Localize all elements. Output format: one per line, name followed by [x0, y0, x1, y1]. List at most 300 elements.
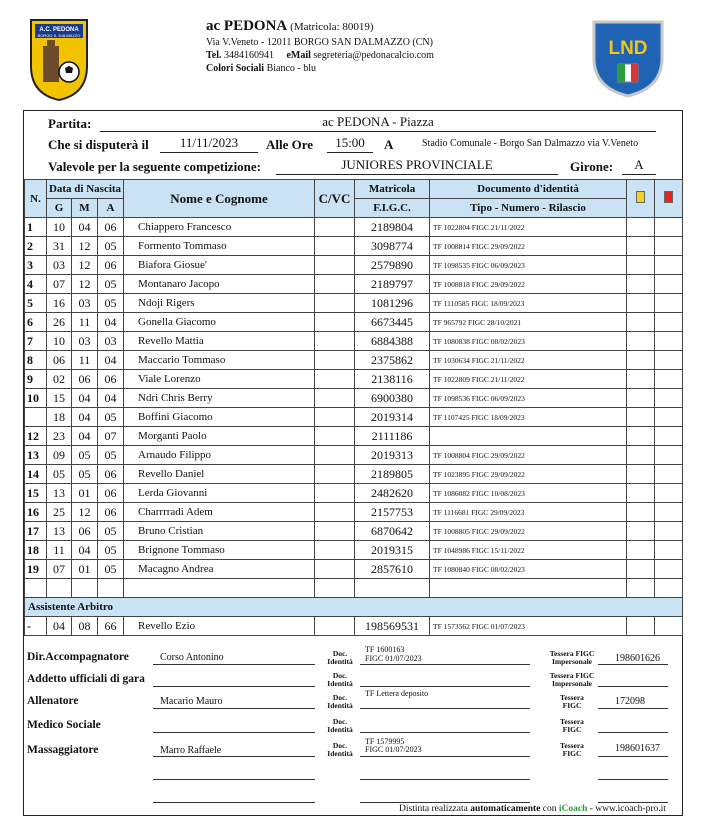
cell-n: 8 [25, 351, 47, 370]
cell-doc: TF 1022804 FIGC 21/11/2022 [430, 218, 627, 237]
player-row [25, 503, 683, 522]
cell-name: Viale Lorenzo [124, 370, 315, 389]
cell-m: 11 [72, 351, 98, 370]
cell-red [655, 313, 683, 332]
ore-label: Alle Ore [266, 137, 314, 152]
cell-name: Maccario Tommaso [124, 351, 315, 370]
player-row [25, 351, 683, 370]
cell-doc: TF 1008814 FIGC 29/09/2022 [430, 237, 627, 256]
empty-row [25, 579, 683, 598]
allenatore-tess: 172098 [615, 696, 645, 707]
cell-doc: TF 1086082 FIGC 10/08/2023 [430, 484, 627, 503]
club-address: Via V.Veneto - 12011 BORGO SAN DALMAZZO (CN) [206, 37, 433, 48]
cell-yellow [627, 332, 655, 351]
cell-yellow [627, 484, 655, 503]
players-table [24, 179, 683, 636]
cell-yellow [627, 560, 655, 579]
cell-n: 7 [25, 332, 47, 351]
player-row [25, 370, 683, 389]
massaggiatore-doc-line [360, 756, 530, 757]
player-row [25, 465, 683, 484]
footer: Distinta realizzata automaticamente con iCoach - www.icoach-pro.it [399, 804, 666, 814]
cell-g: 25 [47, 503, 72, 522]
col-doc2: Tipo - Numero - Rilascio [430, 199, 627, 218]
cell-yellow [627, 617, 655, 636]
cell-m: 12 [72, 237, 98, 256]
cell-m: 11 [72, 313, 98, 332]
cell-mat: 2138116 [355, 370, 430, 389]
cell-a: 06 [98, 465, 124, 484]
cell-yellow [627, 256, 655, 275]
cell-n: 18 [25, 541, 47, 560]
player-row [25, 389, 683, 408]
partita-value: ac PEDONA - Piazza [100, 114, 656, 132]
cell-yellow [627, 313, 655, 332]
cell-g: 13 [47, 522, 72, 541]
cell-yellow [627, 522, 655, 541]
cell-a: 04 [98, 351, 124, 370]
cell-doc: TF 1023895 FIGC 29/09/2022 [430, 465, 627, 484]
addetto-tess-label: Tessera FIGC Impersonale [549, 671, 595, 688]
cell-cvc [315, 218, 355, 237]
cell-g: 13 [47, 484, 72, 503]
cell-mat: 1081296 [355, 294, 430, 313]
mass-tess: 198601637 [615, 743, 660, 754]
addetto-name-line [153, 686, 315, 687]
cell-red [655, 522, 683, 541]
cell-red [655, 218, 683, 237]
cell-n: 16 [25, 503, 47, 522]
cell-m: 04 [72, 541, 98, 560]
col-mat2: F.I.G.C. [355, 199, 430, 218]
cell-mat: 6673445 [355, 313, 430, 332]
player-row [25, 408, 683, 427]
cell-a: 06 [98, 370, 124, 389]
cell-yellow [627, 427, 655, 446]
player-row [25, 332, 683, 351]
cell-g: 11 [47, 541, 72, 560]
cell-cvc [315, 351, 355, 370]
cell-name: Biafora Giosue' [124, 256, 315, 275]
cell-yellow [627, 370, 655, 389]
cell-name: Brignone Tommaso [124, 541, 315, 560]
assistant-row [25, 617, 683, 636]
cell-cvc [315, 313, 355, 332]
club-logo [27, 16, 91, 102]
col-g: G [47, 199, 72, 218]
cell-doc: TF 1098535 FIGC 06/09/2023 [430, 256, 627, 275]
cell-mat: 6884388 [355, 332, 430, 351]
cell-cvc [315, 484, 355, 503]
cell-cvc [315, 389, 355, 408]
cell-n: 4 [25, 275, 47, 294]
cell-g: 18 [47, 408, 72, 427]
date-label: Che si disputerà il [48, 137, 149, 152]
cell-a: 06 [98, 503, 124, 522]
extra-line-2b [360, 802, 530, 803]
girone-label: Girone: [570, 159, 614, 174]
dir-label: Dir.Accompagnatore [27, 651, 129, 663]
cell-name: Revello Mattia [124, 332, 315, 351]
cell-name: Charrrradi Adem [124, 503, 315, 522]
assistant-section [25, 598, 683, 617]
cell-cvc [315, 560, 355, 579]
extra-line-1a [153, 779, 315, 780]
cell-cvc [315, 256, 355, 275]
cell-n: 12 [25, 427, 47, 446]
cell-doc [430, 427, 627, 446]
cell-cvc [315, 408, 355, 427]
girone-value: A [622, 157, 656, 175]
player-row [25, 541, 683, 560]
date-value: 11/11/2023 [160, 135, 258, 153]
cell-mat: 198569531 [355, 617, 430, 636]
red-card-icon [664, 191, 673, 203]
cell-name: Bruno Cristian [124, 522, 315, 541]
cell-a: 05 [98, 560, 124, 579]
cell-name: Chiappero Francesco [124, 218, 315, 237]
mass-doc2: FIGC 01/07/2023 [365, 745, 422, 754]
mass-doc1: TF 1579995 [365, 737, 405, 746]
allenatore-doc-label: Doc. Identità [327, 693, 353, 710]
svg-text:LND: LND [608, 38, 648, 59]
cell-red [655, 332, 683, 351]
col-doc: Documento d'identità [430, 180, 627, 199]
allenatore-label: Allenatore [27, 695, 79, 707]
cell-g: 15 [47, 389, 72, 408]
cell-g: 09 [47, 446, 72, 465]
allenatore-tess-line [598, 708, 668, 709]
cell-doc: TF 1008805 FIGC 29/09/2022 [430, 522, 627, 541]
dir-doc-line [360, 664, 530, 665]
cell-yellow [627, 503, 655, 522]
svg-text:A.C. PEDONA: A.C. PEDONA [39, 27, 79, 33]
player-row [25, 313, 683, 332]
cell-mat: 2189797 [355, 275, 430, 294]
cell-doc: TF 1110585 FIGC 18/09/2023 [430, 294, 627, 313]
cell-a: 04 [98, 313, 124, 332]
allenatore-name: Macario Mauro [160, 696, 223, 707]
addetto-doc-line [360, 686, 530, 687]
cell-cvc [315, 617, 355, 636]
cell-a: 05 [98, 294, 124, 313]
cell-name: Revello Ezio [124, 617, 315, 636]
medico-doc-line [360, 732, 530, 733]
addetto-tess-line [598, 686, 668, 687]
medico-doc-label: Doc. Identità [327, 717, 353, 734]
cell-m: 03 [72, 294, 98, 313]
dir-tess: 198601626 [615, 653, 660, 664]
cell-doc: TF 965792 FIGC 28/10/2021 [430, 313, 627, 332]
player-row [25, 294, 683, 313]
competition-value: JUNIORES PROVINCIALE [276, 157, 558, 175]
addetto-doc-label: Doc. Identità [327, 671, 353, 688]
cell-cvc [315, 370, 355, 389]
cell-n: 2 [25, 237, 47, 256]
cell-g: 02 [47, 370, 72, 389]
cell-name: Boffini Giacomo [124, 408, 315, 427]
player-row [25, 218, 683, 237]
cell-yellow [627, 237, 655, 256]
cell-m: 03 [72, 332, 98, 351]
cell-yellow [627, 218, 655, 237]
cell-a: 06 [98, 484, 124, 503]
cell-a: 05 [98, 275, 124, 294]
extra-line-1c [598, 779, 668, 780]
player-row [25, 446, 683, 465]
cell-g: 16 [47, 294, 72, 313]
cell-red [655, 427, 683, 446]
player-row [25, 275, 683, 294]
dir-tess-line [598, 664, 668, 665]
cell-n: 19 [25, 560, 47, 579]
allenatore-doc-line [360, 708, 530, 709]
cell-red [655, 503, 683, 522]
cell-n: 14 [25, 465, 47, 484]
cell-yellow [627, 465, 655, 484]
cell-m: 05 [72, 446, 98, 465]
cell-name: Gonella Giacomo [124, 313, 315, 332]
cell-a: 05 [98, 522, 124, 541]
player-row [25, 522, 683, 541]
cell-doc: TF 1008818 FIGC 29/09/2022 [430, 275, 627, 294]
cell-name: Morganti Paolo [124, 427, 315, 446]
competition-label: Valevole per la seguente competizione: [48, 159, 262, 174]
medico-tess-line [598, 732, 668, 733]
massaggiatore-tess-label: Tessera FIGC [560, 741, 584, 758]
cell-doc: TF 1008804 FIGC 29/09/2022 [430, 446, 627, 465]
cell-a: 06 [98, 256, 124, 275]
cell-yellow [627, 294, 655, 313]
cell-doc: TF 1022809 FIGC 21/11/2022 [430, 370, 627, 389]
cell-yellow [627, 541, 655, 560]
cell-m: 04 [72, 408, 98, 427]
ore-value: 15:00 [327, 135, 373, 153]
cell-g: 06 [47, 351, 72, 370]
massaggiatore-label: Massaggiatore [27, 744, 99, 756]
cell-m: 08 [72, 617, 98, 636]
allenatore-doc: TF Lettera deposito [365, 689, 429, 698]
cell-cvc [315, 294, 355, 313]
cell-red [655, 370, 683, 389]
lnd-logo [590, 18, 666, 98]
cell-name: Revello Daniel [124, 465, 315, 484]
cell-red [655, 389, 683, 408]
cell-m: 06 [72, 370, 98, 389]
cell-m: 12 [72, 275, 98, 294]
col-birth: Data di Nascita [47, 180, 124, 199]
cell-name: Lerda Giovanni [124, 484, 315, 503]
dir-name-line [153, 664, 315, 665]
cell-doc: TF 1107425 FIGC 18/09/2023 [430, 408, 627, 427]
cell-a: 03 [98, 332, 124, 351]
cell-cvc [315, 541, 355, 560]
cell-a: 05 [98, 446, 124, 465]
cell-yellow [627, 351, 655, 370]
cell-m: 04 [72, 218, 98, 237]
cell-yellow [627, 389, 655, 408]
cell-cvc [315, 522, 355, 541]
cell-name: Ndri Chris Berry [124, 389, 315, 408]
cell-n [25, 408, 47, 427]
cell-mat: 2189804 [355, 218, 430, 237]
club-colors: Colori Sociali Bianco - blu [206, 63, 316, 74]
cell-m: 04 [72, 427, 98, 446]
cell-doc: TF 1080840 FIGC 08/02/2023 [430, 560, 627, 579]
massaggiatore-name-line [153, 756, 315, 757]
player-row [25, 560, 683, 579]
cell-n: - [25, 617, 47, 636]
medico-name-line [153, 732, 315, 733]
dir-doc-label: Doc. Identità [327, 649, 353, 666]
col-n: N. [25, 180, 47, 218]
cell-name: Arnaudo Filippo [124, 446, 315, 465]
venue-code: A [384, 137, 394, 152]
cell-mat: 2019313 [355, 446, 430, 465]
cell-a: 05 [98, 541, 124, 560]
cell-mat: 2111186 [355, 427, 430, 446]
cell-mat: 3098774 [355, 237, 430, 256]
cell-yellow [627, 275, 655, 294]
assistant-section-title: Assistente Arbitro [25, 598, 683, 617]
cell-a: 05 [98, 408, 124, 427]
cell-g: 03 [47, 256, 72, 275]
cell-m: 01 [72, 484, 98, 503]
cell-cvc [315, 427, 355, 446]
club-contacts: Tel. 3484160941 eMail segreteria@pedonacalcio.com [206, 50, 434, 61]
cell-red [655, 465, 683, 484]
medico-label: Medico Sociale [27, 719, 101, 731]
cell-a: 07 [98, 427, 124, 446]
cell-doc: TF 1030634 FIGC 21/11/2022 [430, 351, 627, 370]
cell-m: 12 [72, 256, 98, 275]
extra-line-2a [153, 802, 315, 803]
svg-text:BORGO S. DALMAZZO: BORGO S. DALMAZZO [37, 33, 81, 38]
club-name: ac PEDONA (Matricola: 80019) [206, 18, 374, 34]
cell-g: 07 [47, 560, 72, 579]
col-cvc: C/VC [315, 180, 355, 218]
cell-a: 05 [98, 237, 124, 256]
cell-mat: 2157753 [355, 503, 430, 522]
cell-red [655, 294, 683, 313]
cell-n: 1 [25, 218, 47, 237]
cell-doc: TF 1098536 FIGC 06/09/2023 [430, 389, 627, 408]
cell-name: Montanaro Jacopo [124, 275, 315, 294]
cell-red [655, 541, 683, 560]
cell-red [655, 237, 683, 256]
cell-mat: 6900380 [355, 389, 430, 408]
cell-n: 6 [25, 313, 47, 332]
cell-cvc [315, 446, 355, 465]
massaggiatore-name: Marro Raffaele [160, 745, 222, 756]
cell-red [655, 408, 683, 427]
cell-mat: 2189805 [355, 465, 430, 484]
cell-red [655, 484, 683, 503]
cell-g: 07 [47, 275, 72, 294]
cell-cvc [315, 237, 355, 256]
cell-a: 66 [98, 617, 124, 636]
cell-m: 06 [72, 522, 98, 541]
cell-mat: 2857610 [355, 560, 430, 579]
cell-red [655, 617, 683, 636]
cell-doc: TF 1080838 FIGC 08/02/2023 [430, 332, 627, 351]
cell-doc: TF 1048986 FIGC 15/11/2022 [430, 541, 627, 560]
cell-m: 05 [72, 465, 98, 484]
cell-cvc [315, 465, 355, 484]
cell-g: 10 [47, 218, 72, 237]
cell-n: 13 [25, 446, 47, 465]
massaggiatore-doc-label: Doc. Identità [327, 741, 353, 758]
cell-a: 06 [98, 218, 124, 237]
cell-yellow [627, 446, 655, 465]
cell-n: 9 [25, 370, 47, 389]
cell-doc: TF 1573562 FIGC 01/07/2023 [430, 617, 627, 636]
allenatore-tess-label: Tessera FIGC [560, 693, 584, 710]
cell-cvc [315, 332, 355, 351]
cell-m: 12 [72, 503, 98, 522]
cell-g: 10 [47, 332, 72, 351]
extra-line-1b [360, 779, 530, 780]
partita-label: Partita: [48, 116, 92, 131]
cell-n: 3 [25, 256, 47, 275]
cell-red [655, 560, 683, 579]
col-mat: Matricola [355, 180, 430, 199]
allenatore-name-line [153, 708, 315, 709]
dir-tess-label: Tessera FIGC Impersonale [549, 649, 595, 666]
col-name: Nome e Cognome [124, 180, 315, 218]
cell-g: 26 [47, 313, 72, 332]
cell-name: Macagno Andrea [124, 560, 315, 579]
cell-mat: 2482620 [355, 484, 430, 503]
cell-name: Ndoji Rigers [124, 294, 315, 313]
cell-red [655, 275, 683, 294]
cell-mat: 2019314 [355, 408, 430, 427]
medico-tess-label: Tessera FIGC [560, 717, 584, 734]
cell-g: 04 [47, 617, 72, 636]
cell-g: 23 [47, 427, 72, 446]
venue: Stadio Comunale - Borgo San Dalmazzo via V.Veneto [422, 138, 639, 149]
player-row [25, 237, 683, 256]
cell-doc: TF 1116681 FIGC 29/09/2023 [430, 503, 627, 522]
cell-mat: 2019315 [355, 541, 430, 560]
cell-m: 01 [72, 560, 98, 579]
col-yellow [627, 180, 655, 218]
cell-g: 05 [47, 465, 72, 484]
player-row [25, 427, 683, 446]
cell-n: 15 [25, 484, 47, 503]
cell-name: Formento Tommaso [124, 237, 315, 256]
cell-yellow [627, 408, 655, 427]
extra-line-2c [598, 802, 668, 803]
cell-mat: 2375862 [355, 351, 430, 370]
cell-red [655, 351, 683, 370]
cell-mat: 6870642 [355, 522, 430, 541]
cell-m: 04 [72, 389, 98, 408]
cell-n: 5 [25, 294, 47, 313]
player-row [25, 484, 683, 503]
icoach-brand: iCoach [558, 804, 588, 814]
cell-mat: 2579890 [355, 256, 430, 275]
dir-doc2: FIGC 01/07/2023 [365, 654, 422, 663]
cell-g: 31 [47, 237, 72, 256]
yellow-card-icon [636, 191, 645, 203]
cell-a: 04 [98, 389, 124, 408]
cell-cvc [315, 503, 355, 522]
col-red [655, 180, 683, 218]
cell-n: 10 [25, 389, 47, 408]
cell-red [655, 256, 683, 275]
mass-tess-line [598, 756, 668, 757]
